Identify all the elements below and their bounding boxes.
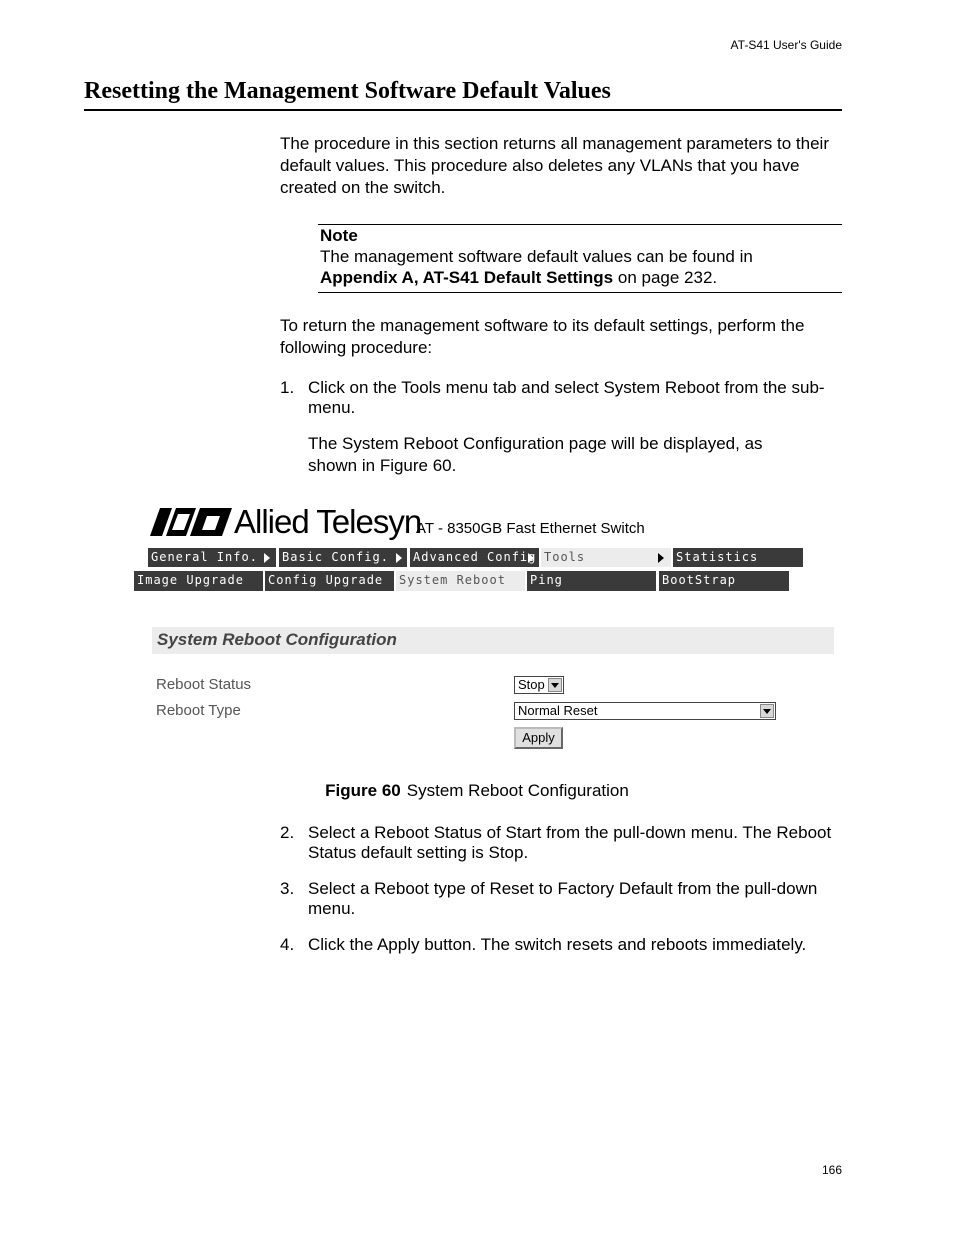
step-1-result: The System Reboot Configuration page will be displayed, as shown in Figure 60. xyxy=(308,434,763,475)
reboot-type-select[interactable] xyxy=(514,702,776,720)
tab-label: Tools xyxy=(544,550,586,564)
brand-name: Allied Telesyn xyxy=(234,503,422,540)
submenu-arrow-icon xyxy=(658,553,664,563)
dropdown-arrow-icon[interactable] xyxy=(548,678,562,692)
product-name: AT - 8350GB Fast Ethernet Switch xyxy=(416,520,645,537)
note-text-after: on page 232. xyxy=(617,268,718,287)
main-menu xyxy=(0,548,954,567)
panel-title: System Reboot Configuration xyxy=(157,630,397,649)
select-value: Stop xyxy=(518,677,545,692)
submenu-arrow-icon xyxy=(264,553,270,563)
note-label: Note xyxy=(320,226,358,245)
tab-config-upgrade[interactable] xyxy=(265,571,394,591)
intro-paragraph: The procedure in this section returns all management parameters to their default values. This procedure also deletes any VLANs that you have created on the switch. xyxy=(280,134,829,197)
note-rule-bottom xyxy=(318,292,842,293)
tab-ping[interactable] xyxy=(527,571,656,591)
step-text: Select a Reboot Status of Start from the pull-down menu. The Reboot Status default setting is Stop. xyxy=(308,823,832,862)
tab-label: BootStrap xyxy=(662,573,737,587)
tab-advanced-config[interactable] xyxy=(410,548,539,567)
tab-system-reboot[interactable] xyxy=(396,571,525,591)
step-number: 2. xyxy=(280,823,295,842)
select-value: Normal Reset xyxy=(518,703,598,718)
tab-label: System Reboot xyxy=(399,573,506,587)
caption-label: Figure 60 xyxy=(325,781,401,800)
submenu-arrow-icon xyxy=(528,553,534,563)
step-text: Select a Reboot type of Reset to Factory Default from the pull-down menu. xyxy=(308,879,818,918)
figure-caption xyxy=(0,781,954,801)
tab-bootstrap[interactable] xyxy=(659,571,789,591)
note-text-before: The management software default values can be found in xyxy=(320,247,753,266)
tab-label: Image Upgrade xyxy=(137,573,244,587)
step-number: 3. xyxy=(280,879,295,898)
tab-label: Basic Config. xyxy=(282,550,389,564)
caption-text: System Reboot Configuration xyxy=(406,781,629,800)
tab-label: Statistics xyxy=(676,550,759,564)
section-title: Resetting the Management Software Default Values xyxy=(84,78,611,104)
step-text: Click on the Tools menu tab and select System Reboot from the sub-menu. xyxy=(308,378,825,417)
step-number: 4. xyxy=(280,935,295,954)
tab-label: Config Upgrade xyxy=(268,573,384,587)
appendix-link[interactable]: Appendix A, AT-S41 Default Settings xyxy=(320,268,614,287)
tab-basic-config[interactable] xyxy=(279,548,407,567)
running-header: AT-S41 User's Guide xyxy=(730,38,842,52)
submenu-arrow-icon xyxy=(396,553,402,563)
step-number: 1. xyxy=(280,378,295,397)
tab-label: Advanced Config xyxy=(413,550,537,564)
page-number: 166 xyxy=(821,1163,842,1177)
lead-in-paragraph: To return the management software to its default settings, perform the following procedure: xyxy=(280,316,805,357)
apply-button[interactable]: Apply xyxy=(514,727,563,749)
tab-tools[interactable] xyxy=(541,548,671,567)
note-box xyxy=(320,225,842,288)
reboot-status-select[interactable] xyxy=(514,676,564,694)
sub-menu xyxy=(0,571,954,591)
reboot-type-label: Reboot Type xyxy=(156,702,241,719)
tab-label: General Info. xyxy=(151,550,258,564)
reboot-status-label: Reboot Status xyxy=(156,676,252,693)
title-rule xyxy=(84,109,842,111)
tab-statistics[interactable] xyxy=(673,548,803,567)
tab-general-info[interactable] xyxy=(148,548,276,567)
step-text: Click the Apply button. The switch resets and reboots immediately. xyxy=(308,935,807,954)
allied-telesyn-logo-icon xyxy=(150,508,232,541)
tab-label: Ping xyxy=(530,573,563,587)
tab-image-upgrade[interactable] xyxy=(134,571,263,591)
dropdown-arrow-icon[interactable] xyxy=(760,704,774,718)
